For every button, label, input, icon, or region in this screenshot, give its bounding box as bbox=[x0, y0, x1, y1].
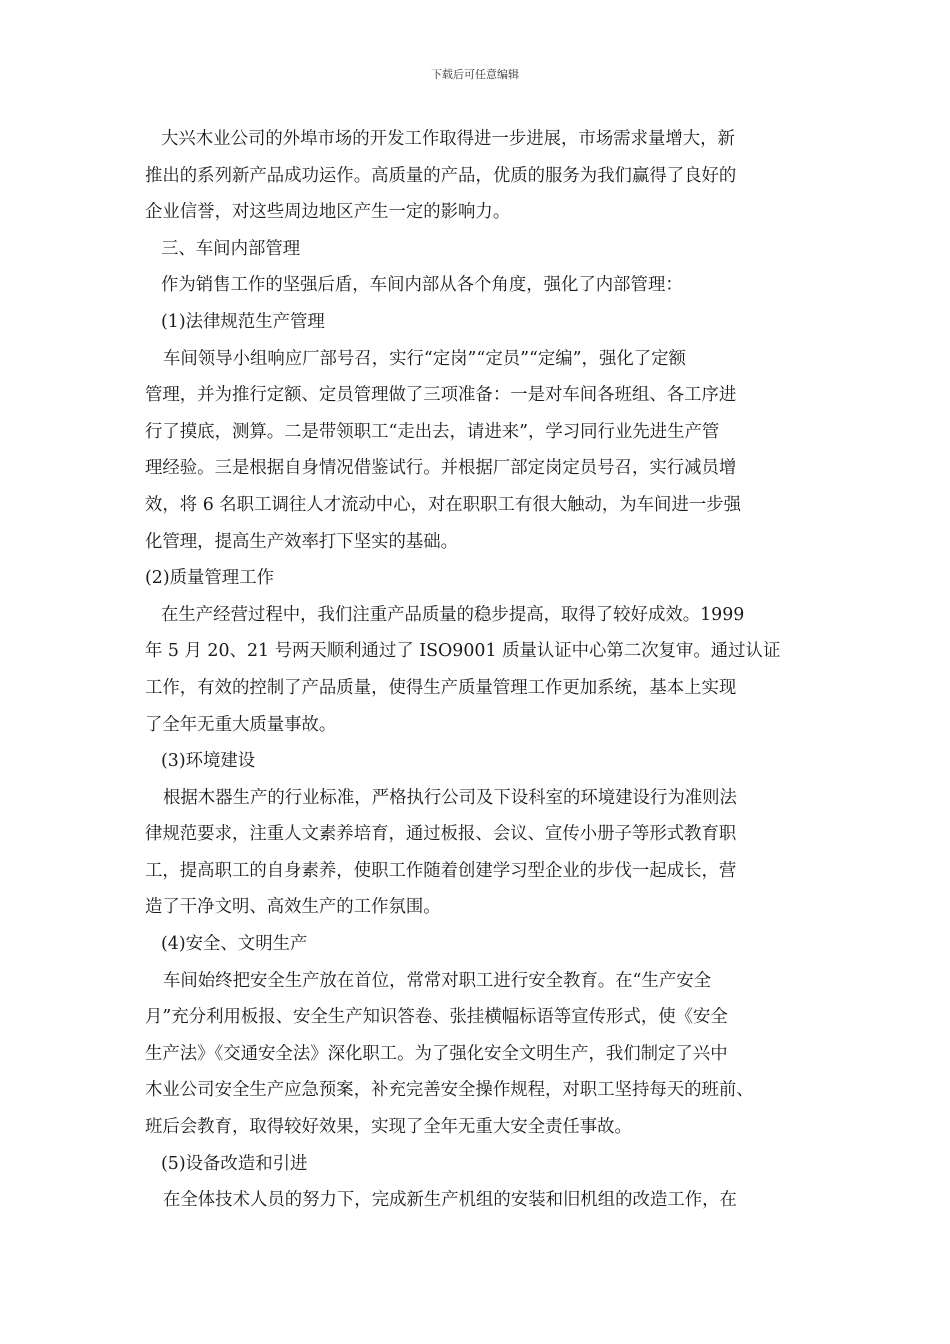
text-line: 根据木器生产的行业标准，严格执行公司及下设科室的环境建设行为准则法 bbox=[163, 787, 737, 808]
text-line: 效，将 6 名职工调往人才流动中心，对在职职工有很大触动，为车间进一步强 bbox=[145, 494, 742, 515]
text-line: (4)安全、文明生产 bbox=[161, 934, 308, 955]
text-line: 企业信誉，对这些周边地区产生一定的影响力。 bbox=[145, 202, 511, 223]
text-line: 年 5 月 20、21 号两天顺利通过了 ISO9001 质量认证中心第二次复审。通过认证 bbox=[145, 641, 781, 662]
text-line: 三、车间内部管理 bbox=[161, 238, 301, 259]
text-line: 车间始终把安全生产放在首位，常常对职工进行安全教育。在“生产安全 bbox=[163, 970, 712, 991]
text-line: 管理，并为推行定额、定员管理做了三项准备：一是对车间各班组、各工序进 bbox=[145, 385, 737, 406]
text-line: 行了摸底，测算。二是带领职工“走出去，请进来”，学习同行业先进生产管 bbox=[145, 421, 720, 442]
text-line: (1)法律规范生产管理 bbox=[161, 311, 325, 332]
text-line: 大兴木业公司的外埠市场的开发工作取得进一步进展，市场需求量增大，新 bbox=[161, 129, 735, 149]
document-body bbox=[145, 121, 820, 1219]
text-line: 工作，有效的控制了产品质量，使得生产质量管理工作更加系统，基本上实现 bbox=[145, 677, 737, 698]
text-line: 工，提高职工的自身素养，使职工作随着创建学习型企业的步伐一起成长，营 bbox=[145, 860, 737, 881]
text-line: 理经验。三是根据自身情况借鉴试行。并根据厂部定岗定员号召，实行减员增 bbox=[145, 458, 737, 479]
text-line: 在生产经营过程中，我们注重产品质量的稳步提高，取得了较好成效。1999 bbox=[161, 604, 745, 625]
text-line: 月”充分利用板报、安全生产知识答卷、张挂横幅标语等宣传形式，使《安全 bbox=[145, 1007, 728, 1028]
text-line: 车间领导小组响应厂部号召，实行“定岗”“定员”“定编”，强化了定额 bbox=[163, 348, 686, 369]
text-line: 了全年无重大质量事故。 bbox=[145, 714, 337, 735]
text-line: (5)设备改造和引进 bbox=[161, 1153, 308, 1174]
text-line: 化管理，提高生产效率打下坚实的基础。 bbox=[145, 531, 459, 552]
text-line: 在全体技术人员的努力下，完成新生产机组的安装和旧机组的改造工作，在 bbox=[163, 1190, 737, 1211]
text-line: 律规范要求，注重人文素养培育，通过板报、会议、宣传小册子等形式教育职 bbox=[145, 824, 737, 845]
text-line: 造了干净文明、高效生产的工作氛围。 bbox=[145, 897, 441, 918]
text-line: 作为销售工作的坚强后盾，车间内部从各个角度，强化了内部管理： bbox=[161, 275, 683, 296]
text-line: 推出的系列新产品成功运作。高质量的产品，优质的服务为我们赢得了良好的 bbox=[145, 165, 737, 186]
text-line: 木业公司安全生产应急预案，补充完善安全操作规程，对职工坚持每天的班前、 bbox=[145, 1080, 754, 1101]
page-header: 下载后可任意编辑 bbox=[431, 68, 519, 81]
text-line: 生产法》《交通安全法》深化职工。为了强化安全文明生产，我们制定了兴中 bbox=[145, 1043, 728, 1064]
text-line: (2)质量管理工作 bbox=[145, 568, 274, 589]
text-line: 班后会教育，取得较好效果，实现了全年无重大安全责任事故。 bbox=[145, 1117, 632, 1138]
text-line: (3)环境建设 bbox=[161, 751, 256, 772]
